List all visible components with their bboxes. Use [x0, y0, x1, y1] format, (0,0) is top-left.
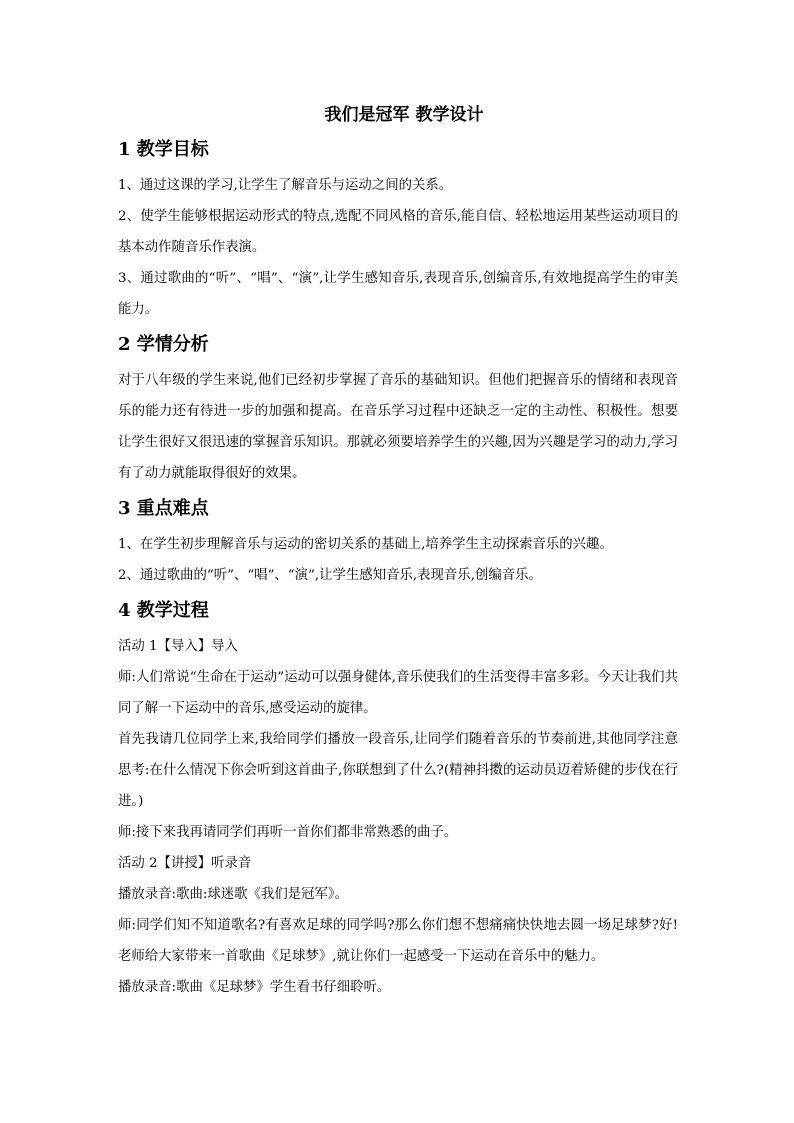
section-heading: 3 重点难点: [118, 498, 209, 519]
paragraph: 师:接下来我再请同学们再听一首你们都非常熟悉的曲子。: [118, 825, 458, 840]
section-key-points: [118, 495, 678, 591]
paragraph: 1、通过这课的学习,让学生了解音乐与运动之间的关系。: [118, 178, 453, 193]
paragraph: 播放录音:歌曲《足球梦》学生看书仔细聆听。: [118, 980, 391, 995]
paragraph: 对于八年级的学生来说,他们已经初步掌握了音乐的基础知识。但他们把握音乐的情绪和表现音乐的能力还有待进一步的加强和提高。在音乐学习过程中还缺乏一定的主动性、积极性。想要让学生很好又很迅速的掌握音乐知识。那就必须要培养学生的兴趣,因为兴趣是学习的动力,学习有了动力就能取得很好的效果。: [118, 373, 678, 481]
paragraph: 2、通过歌曲的“听”、“唱”、“演”,让学生感知音乐,表现音乐,创编音乐。: [118, 568, 542, 583]
section-heading: 1 教学目标: [118, 139, 209, 160]
paragraph: 师:人们常说“生命在于运动”运动可以强身健体,音乐使我们的生活变得丰富多彩。今天让我们共同了解一下运动中的音乐,感受运动的旋律。: [118, 670, 678, 716]
paragraph: 播放录音:歌曲:球迷歌《我们是冠军》。: [118, 887, 348, 902]
document-page: [118, 100, 678, 1003]
paragraph: 师:同学们知不知道歌名?有喜欢足球的同学吗?那么你们想不想痛痛快快地去圆一场足球梦?好!老师给大家带来一首歌曲《足球梦》,就让你们一起感受一下运动在音乐中的魅力。: [118, 918, 678, 964]
document-title: 我们是冠军 教学设计: [324, 105, 484, 125]
section-teaching-process: [118, 597, 678, 1003]
section-objectives: [118, 136, 678, 325]
section-heading: 2 学情分析: [118, 334, 209, 355]
paragraph: 首先我请几位同学上来,我给同学们播放一段音乐,让同学们随着音乐的节奏前进,其他同学注意思考:在什么情况下你会听到这首曲子,你联想到了什么?(精神抖擞的运动员迈着矫健的步伐在行进。): [118, 732, 678, 809]
section-heading: 4 教学过程: [118, 600, 209, 621]
section-student-analysis: [118, 331, 678, 489]
paragraph: 1、在学生初步理解音乐与运动的密切关系的基础上,培养学生主动探索音乐的兴趣。: [118, 537, 613, 552]
activity-label: 活动 2【讲授】听录音: [118, 856, 252, 871]
activity-label: 活动 1【导入】导入: [118, 639, 238, 654]
paragraph: 2、使学生能够根据运动形式的特点,选配不同风格的音乐,能自信、轻松地运用某些运动项目的基本动作随音乐作表演。: [118, 209, 678, 255]
paragraph: 3、通过歌曲的“听”、“唱”、“演”,让学生感知音乐,表现音乐,创编音乐,有效地提高学生的审美能力。: [118, 271, 678, 317]
